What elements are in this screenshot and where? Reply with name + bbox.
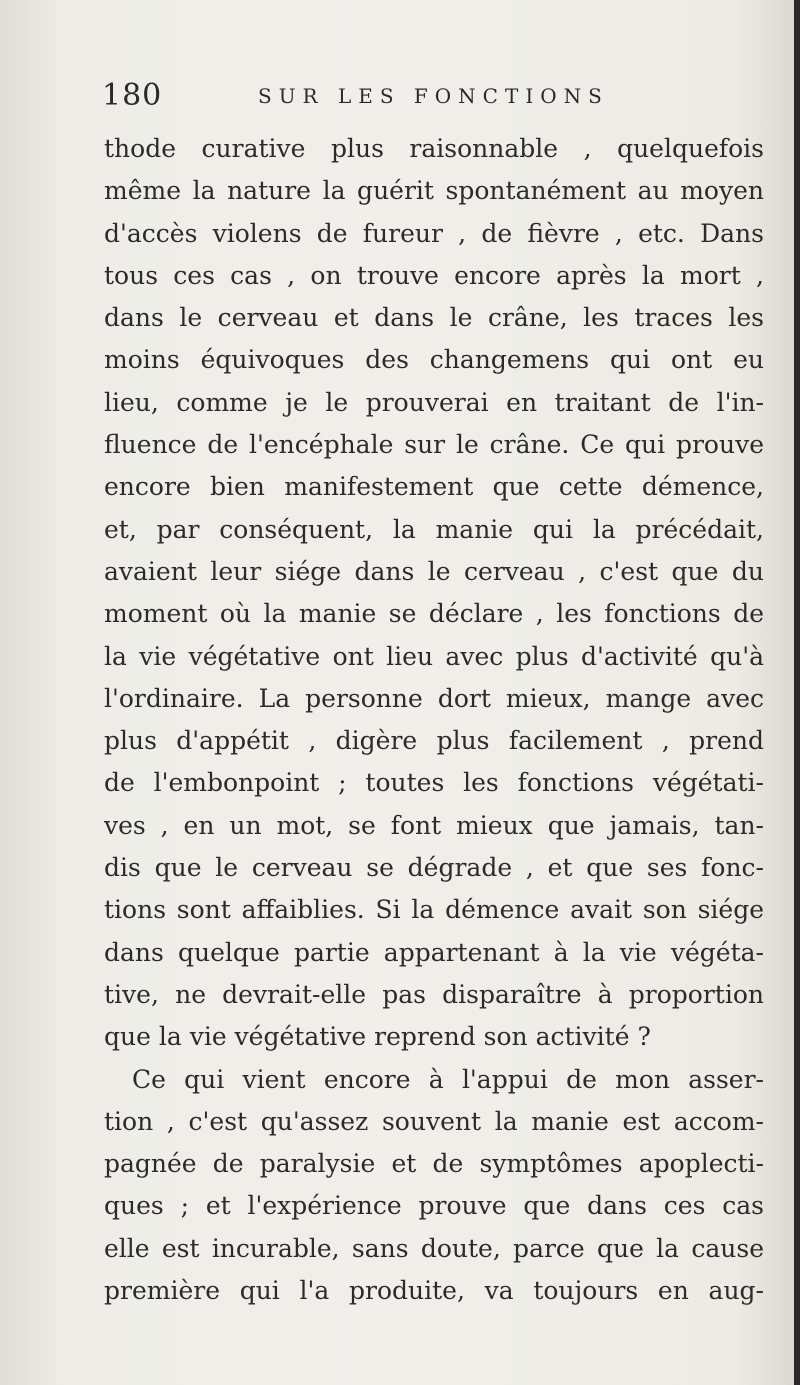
text-line: Ce qui vient encore à l'appui de mon asser- <box>132 1064 764 1094</box>
text-line: et, par conséquent, la manie qui la précédait, <box>104 514 764 544</box>
text-line: ves , en un mot, se font mieux que jamais, tan- <box>104 810 764 840</box>
text-line: d'accès violens de fureur , de fièvre , etc. Dans <box>104 218 764 248</box>
text-line: encore bien manifestement que cette démence, <box>104 472 764 502</box>
text-line: même la nature la guérit spontanément au moyen <box>104 176 764 206</box>
text-line: moins équivoques des changemens qui ont eu <box>104 345 764 375</box>
page-number: 180 <box>102 78 163 113</box>
text-line: ques ; et l'expérience prouve que dans ces cas <box>104 1191 764 1221</box>
text-line: lieu, comme je le prouverai en traitant de l'in- <box>104 387 764 417</box>
text-line: moment où la manie se déclare , les fonctions de <box>104 599 764 629</box>
text-line: tions sont affaiblies. Si la démence avait son siége <box>104 895 764 925</box>
body-text <box>104 128 764 1312</box>
text-line: tous ces cas , on trouve encore après la mort , <box>104 260 764 290</box>
text-line: fluence de l'encéphale sur le crâne. Ce qui prouve <box>104 430 764 460</box>
page-header <box>102 70 762 122</box>
text-line: avaient leur siége dans le cerveau , c'est que du <box>104 556 764 586</box>
text-line: que la vie végétative reprend son activité ? <box>104 1022 651 1052</box>
text-line: tion , c'est qu'assez souvent la manie est accom- <box>104 1106 764 1136</box>
text-line: l'ordinaire. La personne dort mieux, mange avec <box>104 683 764 713</box>
text-line: de l'embonpoint ; toutes les fonctions végétati- <box>104 768 764 798</box>
running-head: SUR LES FONCTIONS <box>258 84 609 108</box>
text-line: dis que le cerveau se dégrade , et que ses fonc- <box>104 853 764 883</box>
text-line: dans quelque partie appartenant à la vie végéta- <box>104 937 764 967</box>
text-line: plus d'appétit , digère plus facilement , prend <box>104 726 764 756</box>
text-line: thode curative plus raisonnable , quelquefois <box>104 134 764 163</box>
text-line: dans le cerveau et dans le crâne, les traces les <box>104 303 764 333</box>
text-line: la vie végétative ont lieu avec plus d'activité qu'à <box>104 641 764 671</box>
text-line: pagnée de paralysie et de symptômes apoplecti- <box>104 1149 764 1179</box>
text-line: elle est incurable, sans doute, parce que la cause <box>104 1233 764 1263</box>
page-edge-shadow <box>794 0 800 1385</box>
text-line: première qui l'a produite, va toujours en aug- <box>104 1276 764 1306</box>
text-line: tive, ne devrait-elle pas disparaître à proportion <box>104 979 764 1009</box>
